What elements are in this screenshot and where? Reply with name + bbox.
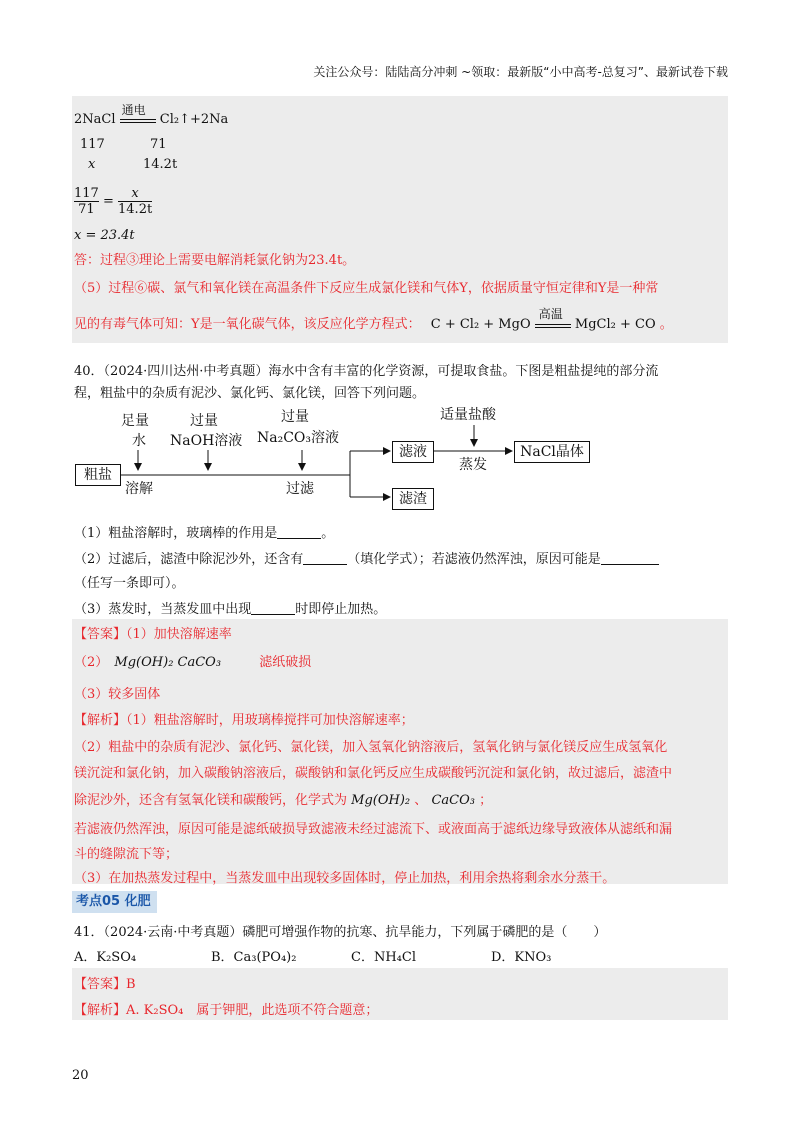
- q40-sub2-c: （任写一条即可）。: [74, 576, 185, 591]
- result: x = 23.4t: [74, 228, 135, 243]
- q41-option-d: D．KNO₃: [491, 950, 552, 965]
- blank-2[interactable]: [303, 552, 347, 565]
- q40-stem-line1: 40．（2024·四川达州·中考真题）海水中含有丰富的化学资源，可提取食盐。下图是粗盐提纯的部分流: [74, 364, 659, 379]
- expl40-6: 斗的缝隙流下等；: [74, 847, 179, 862]
- flow-box-filtrate: 滤液: [392, 441, 434, 463]
- eq-right: Cl₂↑+2Na: [159, 112, 229, 127]
- flow-step2-top2: NaOH溶液: [170, 433, 243, 449]
- q41-stem: 41．（2024·云南·中考真题）磷肥可增强作物的抗寒、抗旱能力，下列属于磷肥的是（ ）: [74, 925, 607, 940]
- q40-sub3-b: 时即停止加热。: [295, 602, 387, 617]
- q41-option-b: B．Ca₃(PO₄)₂: [211, 950, 297, 965]
- blank-1[interactable]: [277, 526, 321, 539]
- frac2-num: x: [131, 186, 139, 201]
- part5-text: 见的有毒气体可知：Y是一氧化碳气体，该反应化学方程式：: [74, 317, 421, 332]
- q40-sub3-a: （3）蒸发时，当蒸发皿中出现: [74, 602, 252, 617]
- flow-step1-bottom: 溶解: [125, 481, 153, 497]
- page-number: 20: [72, 1068, 89, 1083]
- frac1-num: 117: [74, 186, 99, 201]
- flow-arrows: [0, 0, 800, 520]
- q40-sub2-a: （2）过滤后，滤渣中除泥沙外，还含有: [74, 552, 304, 567]
- expl40-4: [74, 789, 492, 808]
- var-14-2t: 14.2t: [143, 157, 178, 172]
- q40-stem-line2: 程，粗盐中的杂质有泥沙、氯化钙、氯化镁，回答下列问题。: [74, 386, 426, 401]
- frac1-den: 71: [78, 202, 95, 217]
- expl40-1: 【解析】（1）粗盐溶解时，用玻璃棒搅拌可加快溶解速率；: [74, 713, 414, 728]
- expl40-4-text: 除泥沙外，还含有氢氧化镁和碳酸钙，化学式为: [74, 793, 348, 808]
- part5-end: 。: [659, 317, 673, 332]
- expl40-3: 镁沉淀和氯化钠，加入碳酸钠溶液后，碳酸钠和氯化钙反应生成碳酸钙沉淀和氯化钠，故过滤后，滤渣中: [74, 766, 673, 781]
- part5-eq-right: MgCl₂ + CO: [574, 317, 656, 332]
- frac2-den: 14.2t: [118, 202, 153, 217]
- expl40-5: 若滤液仍然浑浊，原因可能是滤纸破损导致滤液未经过滤流下、或液面高于滤纸边缘导致液体从滤纸和漏: [74, 822, 673, 837]
- eq-left: 2NaCl: [74, 112, 116, 127]
- eq-condition: 通电: [121, 103, 146, 117]
- q40-sub2-b: （填化学式）；若滤液仍然浑浊，原因可能是: [347, 552, 601, 567]
- expl40-2: （2）粗盐中的杂质有泥沙、氯化钙、氯化镁，加入氢氧化钠溶液后，氢氧化钠与氯化镁反应生成氢氧化: [74, 740, 668, 755]
- q41-explanation: 【解析】A. K₂SO₄ 属于钾肥，此选项不符合题意；: [74, 1003, 379, 1018]
- q40-sub3: [74, 598, 386, 617]
- blank-4[interactable]: [251, 602, 295, 615]
- mass-117: 117: [80, 137, 105, 152]
- flow-step1-top2: 水: [132, 433, 146, 449]
- expl40-4-f1: Mg(OH)₂: [351, 793, 411, 808]
- flow-step1-top1: 足量: [121, 413, 149, 429]
- flow-step3-bottom: 过滤: [286, 481, 314, 497]
- mass-71: 71: [150, 137, 167, 152]
- flow-step2-top1: 过量: [190, 413, 218, 429]
- flow-box-residue: 滤渣: [392, 488, 434, 510]
- part5-eq-left: C + Cl₂ + MgO: [430, 317, 531, 332]
- flow-step3-top2: Na₂CO₃溶液: [257, 430, 340, 446]
- flow-step4-top: 适量盐酸: [440, 407, 496, 423]
- ans40-2: [74, 651, 311, 670]
- expl40-4-sep: 、: [414, 793, 428, 808]
- ans40-2-formula: Mg(OH)₂ CaCO₃: [114, 655, 222, 670]
- flow-step4-bottom: 蒸发: [459, 457, 487, 473]
- answer-39-4: 答：过程③理论上需要电解消耗氯化钠为23.4t。: [74, 253, 356, 268]
- blank-3[interactable]: [601, 552, 659, 565]
- expl40-4-end: ；: [479, 793, 493, 808]
- flow-step3-top1: 过量: [281, 409, 309, 425]
- ans40-2-label: （2）: [74, 655, 109, 670]
- q40-sub1: [74, 522, 334, 541]
- page-header: 关注公众号：陆陆高分冲刺 ~领取：最新版“小中高考-总复习”、最新试卷下载: [313, 65, 728, 79]
- section-heading: 考点05 化肥: [72, 891, 157, 913]
- q41-option-c: C．NH₄Cl: [351, 950, 416, 965]
- ans40-2-reason: 滤纸破损: [259, 655, 312, 670]
- q40-sub2: [74, 548, 659, 567]
- expl40-4-f2: CaCO₃: [431, 793, 475, 808]
- q40-sub1-text: （1）粗盐溶解时，玻璃棒的作用是: [74, 526, 278, 541]
- q41-answer: 【答案】B: [74, 977, 136, 992]
- ratio-fraction: $\frac{117}{71}$ = $\frac{x}{14.2t}$: [74, 186, 153, 217]
- expl40-7: （3）在加热蒸发过程中，当蒸发皿中出现较多固体时，停止加热，利用余热将剩余水分蒸干。: [74, 871, 616, 886]
- part5-line1: （5）过程⑥碳、氯气和氧化镁在高温条件下反应生成氯化镁和气体Y，依据质量守恒定律和Y是一种常: [74, 281, 659, 296]
- ans40-1: 【答案】（1）加快溶解速率: [74, 627, 232, 642]
- ans40-3: （3）较多固体: [74, 687, 161, 702]
- var-x: x: [88, 157, 96, 172]
- flow-box-nacl: NaCl晶体: [514, 441, 590, 463]
- q40-sub1-end: 。: [321, 526, 335, 541]
- part5-eq-cond: 高温: [538, 307, 563, 321]
- flow-box-crude-salt: 粗盐: [75, 464, 121, 486]
- q41-option-a: A．K₂SO₄: [74, 950, 137, 965]
